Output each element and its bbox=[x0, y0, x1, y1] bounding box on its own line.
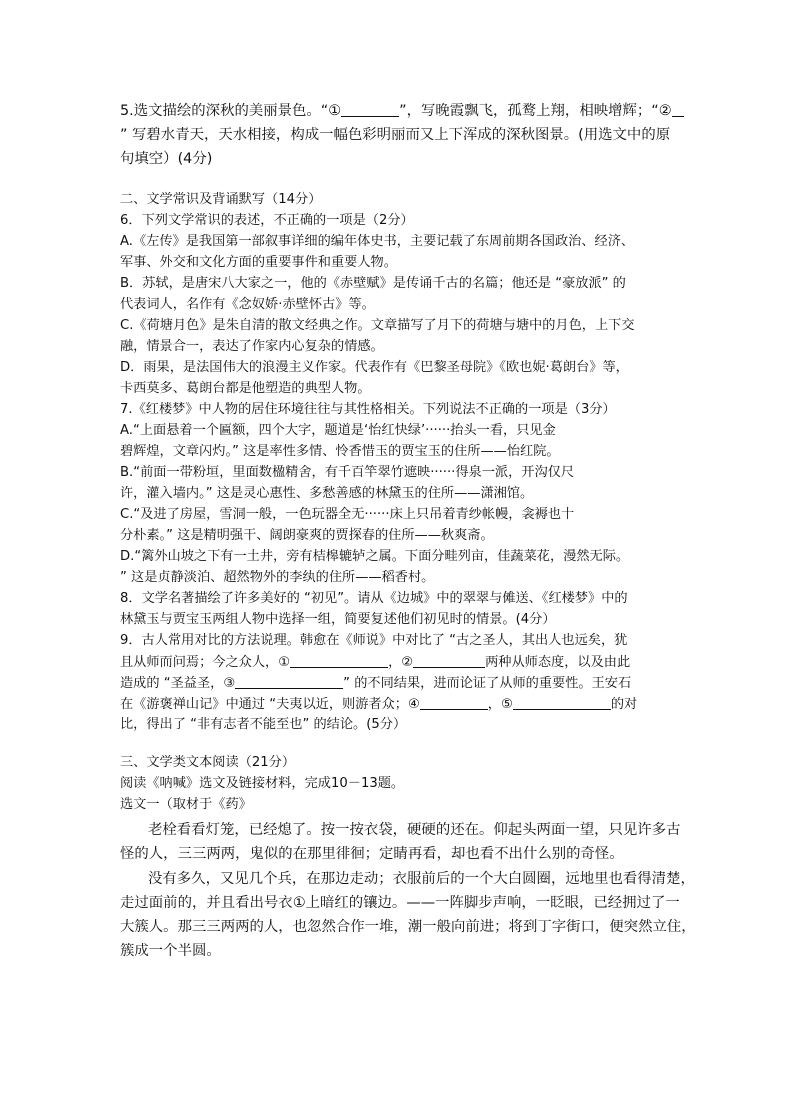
q5-text-a: 5.选文描绘的深秋的美丽景色。“ bbox=[120, 103, 329, 119]
passage-p1-line-2: 怪的人，三三两两，鬼似的在那里徘徊；定睛再看，却也看不出什么别的奇怪。 bbox=[120, 846, 624, 862]
q5-blank-2[interactable] bbox=[672, 103, 684, 117]
q7-option-a-line-1: A.“上面悬着一个匾额，四个大字，题道是‘怡红快绿’······抬头一看，只见金 bbox=[120, 423, 556, 438]
q9-blank-marker-5: ⑤ bbox=[500, 697, 513, 712]
section-3-heading: 三、文学类文本阅读（21分） bbox=[120, 755, 296, 770]
q6-stem: 6．下列文学常识的表述，不正确的一项是（2分） bbox=[120, 213, 414, 228]
q6-option-c-line-1: C.《荷塘月色》是朱自清的散文经典之作。文章描写了月下的荷塘与塘中的月色，上下交 bbox=[120, 318, 635, 333]
passage-p1-line-1: 老栓看看灯笼，已经熄了。按一按衣袋，硬硬的还在。仰起头两面一望，只见许多古 bbox=[148, 822, 681, 838]
q5-blank-marker-2: ② bbox=[658, 103, 672, 119]
q5-blank-marker-1: ① bbox=[328, 103, 342, 119]
passage-p2-line-4: 簇成一个半圆。 bbox=[120, 943, 221, 959]
q6-option-b-line-2: 代表词人，名作有《念奴娇·赤壁怀古》等。 bbox=[120, 297, 375, 312]
q5-line-2: ” 写碧水青天，天水相接，构成一幅色彩明丽而又上下浑成的深秋图景。(用选文中的原 bbox=[120, 127, 671, 143]
q9-blank-marker-3: ③ bbox=[223, 676, 236, 691]
q6-option-c-line-2: 融，情景合一，表达了作家内心复杂的情感。 bbox=[120, 339, 384, 354]
q5-text-b: ”，写晚霞飘飞，孤鹜上翔，相映增辉；“ bbox=[399, 103, 659, 119]
q8-line-1: 8．文学名著描绘了许多美好的 “初见”。请从《边城》中的翠翠与傩送、《红楼梦》中的 bbox=[120, 591, 628, 606]
q5-blank-1[interactable] bbox=[341, 103, 399, 117]
q6-option-b-line-1: B．苏轼，是唐宋八大家之一，他的《赤壁赋》是传诵千古的名篇；他还是 “豪放派” 的 bbox=[120, 276, 626, 291]
section-2-heading: 二、文学常识及背诵默写（14分） bbox=[120, 192, 322, 207]
passage-p2-line-2: 走过面前的，并且看出号衣①上暗红的镶边。——一阵脚步声响，一眨眼，已经拥过了一 bbox=[120, 895, 680, 911]
q7-option-a-line-2: 碧辉煌，文章闪灼。” 这是率性多情、怜香惜玉的贾宝玉的住所——怡红院。 bbox=[120, 444, 560, 459]
q9-line-4 bbox=[120, 696, 637, 713]
q6-option-d-line-1: D．雨果，是法国伟大的浪漫主义作家。代表作有《巴黎圣母院》《欧也妮·葛朗台》等， bbox=[120, 360, 629, 375]
q7-option-c-line-1: C.“及进了房屋，雪洞一般，一色玩器全无······床上只吊着青纱帐幔，衾褥也十 bbox=[120, 507, 575, 522]
q9-line-2-text-c: 两种从师态度，以及由此 bbox=[485, 655, 631, 670]
q7-option-d-line-1: D.“篱外山坡之下有一土井，旁有桔槔辘轳之属。下面分畦列亩，佳蔬菜花，漫然无际。 bbox=[120, 549, 630, 564]
reading-source: 选文一（取材于《药》 bbox=[120, 797, 252, 812]
q9-line-3-text-b: ” 的不同结果，进而论证了从师的重要性。王安石 bbox=[343, 676, 632, 691]
q8-line-2: 林黛玉与贾宝玉两组人物中选择一组，简要复述他们初见时的情景。(4分） bbox=[120, 612, 556, 627]
q9-line-3 bbox=[120, 675, 631, 692]
q7-option-b-line-1: B.“前面一带粉垣，里面数楹精舍，有千百竿翠竹遮映······得泉一派，开沟仅尺 bbox=[120, 465, 575, 480]
q6-option-d-line-2: 卡西莫多、葛朗台都是他塑造的典型人物。 bbox=[120, 381, 371, 396]
passage-p2-line-3: 大簇人。那三三两两的人，也忽然合作一堆，潮一般向前进；将到丁字街口，便突然立住， bbox=[120, 919, 696, 935]
q9-line-1: 9．古人常用对比的方法说理。韩愈在《师说》中对比了 “古之圣人，其出人也远矣，犹 bbox=[120, 633, 628, 648]
q9-blank-marker-4: ④ bbox=[407, 697, 420, 712]
q9-blank-4[interactable] bbox=[420, 696, 488, 710]
q5-line-1 bbox=[120, 103, 684, 119]
q7-option-b-line-2: 许，灌入墙内。” 这是灵心惠性、多愁善感的林黛玉的住所——潇湘馆。 bbox=[120, 486, 534, 501]
reading-intro: 阅读《呐喊》选文及链接材料，完成10－13题。 bbox=[120, 776, 405, 791]
q9-line-4-text-a: 在《游褒禅山记》中通过 “夫夷以近，则游者众； bbox=[120, 697, 408, 712]
q9-blank-2[interactable] bbox=[413, 654, 485, 668]
q9-blank-5[interactable] bbox=[513, 696, 611, 710]
q6-option-a-line-1: A.《左传》是我国第一部叙事详细的编年体史书，主要记载了东周前期各国政治、经济、 bbox=[120, 234, 635, 249]
q9-line-2 bbox=[120, 654, 630, 671]
q7-option-d-line-2: ” 这是贞静淡泊、超然物外的李纨的住所——稻香村。 bbox=[120, 570, 435, 585]
q9-line-2-comma: ， bbox=[388, 655, 402, 670]
q7-stem: 7.《红楼梦》中人物的居住环境往往与其性格相关。下列说法不正确的一项是（3分） bbox=[120, 402, 616, 417]
q9-line-5: 比，得出了 “非有志者不能至也” 的结论。(5分） bbox=[120, 717, 407, 732]
q9-line-4-text-c: 的对 bbox=[610, 697, 638, 712]
q9-line-2-text-a: 且从师而问焉；今之众人， bbox=[120, 655, 279, 670]
q9-line-4-comma: ， bbox=[487, 697, 501, 712]
q5-line-3: 句填空）(4分) bbox=[120, 151, 213, 167]
passage-p2-line-1: 没有多久，又见几个兵，在那边走动；衣服前后的一个大白圆圈，远地里也看得清楚， bbox=[148, 871, 695, 887]
q9-blank-1[interactable] bbox=[290, 654, 388, 668]
q9-blank-marker-2: ② bbox=[401, 655, 414, 670]
q6-option-a-line-2: 军事、外交和文化方面的重要事件和重要人物。 bbox=[120, 255, 397, 270]
q7-option-c-line-2: 分朴素。” 这是精明强干、阔朗豪爽的贾探春的住所——秋爽斋。 bbox=[120, 528, 494, 543]
q9-blank-3[interactable] bbox=[235, 675, 343, 689]
q9-line-3-text-a: 造成的 “圣益圣， bbox=[120, 676, 224, 691]
q9-blank-marker-1: ① bbox=[278, 655, 291, 670]
